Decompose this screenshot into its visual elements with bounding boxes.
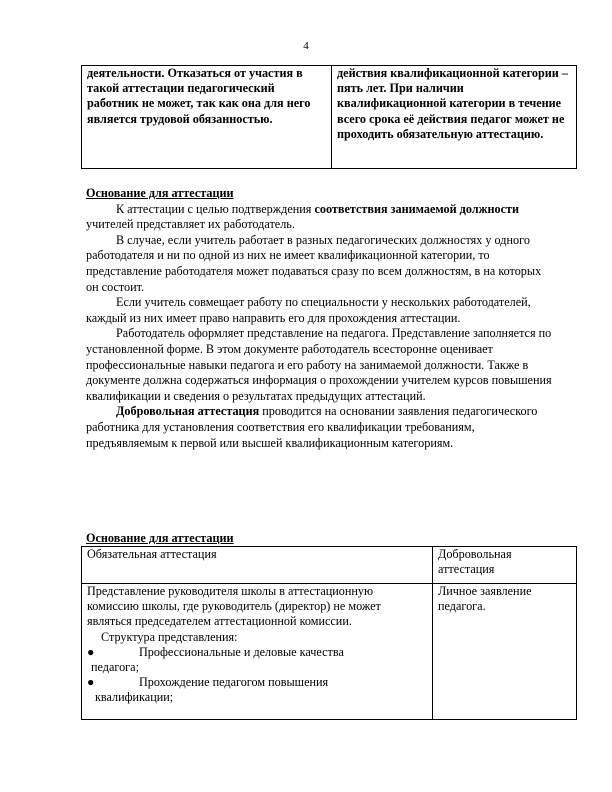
section-heading: Основание для аттестации bbox=[86, 186, 234, 200]
bullet-icon: ● bbox=[87, 644, 95, 659]
paragraph-5 bbox=[86, 404, 556, 451]
paragraph-1-bold: соответствия занимаемой должности bbox=[314, 201, 519, 216]
list-item-text: Профессиональные и деловые качества bbox=[139, 644, 344, 659]
top-table bbox=[81, 65, 577, 169]
paragraph-2: В случае, если учитель работает в разных педагогических должностях у одного работодателя и ни по одной из них не имеет квалификационной категории, то представление работодателя может подаваться сразу по всем должностям, в на которых он состоит. bbox=[86, 232, 542, 294]
main-text bbox=[86, 186, 556, 451]
paragraph-4: Работодатель оформляет представление на педагога. Представление заполняется по установленной форме. В этом документе работодатель всесторонне оценивает профессиональные навыки педагога и его работу на занимаемой должности. Также в документе должна содержаться информация о прохождении учителем курсов повышения квалификации и сведения о результатах предыдущих аттестаций. bbox=[86, 326, 552, 403]
paragraph-5-text: проводится на основании заявления педагогического работника для установления соответствия его квалификации требованиям, предъявляемым к первой или высшей квалификационным категориям. bbox=[86, 404, 538, 450]
paragraph-1-text-a: К аттестации с целью подтверждения bbox=[116, 201, 315, 216]
mandatory-cell bbox=[82, 584, 433, 720]
list-item-text: Прохождение педагогом повышения bbox=[139, 675, 329, 690]
voluntary-cell: Личное заявление педагога. bbox=[433, 584, 577, 720]
list-item-continuation: педагога; bbox=[91, 660, 139, 675]
mandatory-text: Представление руководителя школы в аттестационную комиссию школы, где руководитель (директор) не может являться председателем аттестационной комиссии. bbox=[87, 584, 381, 629]
header-voluntary: Добровольная аттестация bbox=[433, 547, 577, 584]
paragraph-1-text-b: учителей представляет их работодатель. bbox=[86, 217, 295, 232]
page-number: 4 bbox=[303, 40, 309, 52]
list-item bbox=[87, 675, 427, 690]
attestation-table bbox=[81, 546, 577, 720]
paragraph-1 bbox=[86, 202, 556, 233]
top-table-right-cell: действия квалификационной категории – пять лет. При наличии квалификационной категории в течение всего срока её действия педагог может не проходить обязательную аттестацию. bbox=[332, 66, 577, 169]
paragraph-3: Если учитель совмещает работу по специальности у нескольких работодателей, каждый из них имеет право направить его для прохождения аттестации. bbox=[86, 295, 531, 325]
bullet-icon: ● bbox=[87, 675, 95, 690]
list-item-continuation: квалификации; bbox=[95, 690, 174, 705]
top-table-left-cell: деятельности. Отказаться от участия в такой аттестации педагогический работник не может, так как она для него является трудовой обязанностью. bbox=[82, 66, 332, 169]
list-item bbox=[87, 645, 427, 660]
structure-label: Структура представления: bbox=[101, 629, 238, 644]
table-title: Основание для аттестации bbox=[86, 531, 234, 545]
header-mandatory: Обязательная аттестация bbox=[82, 547, 433, 584]
paragraph-5-bold: Добровольная аттестация bbox=[116, 404, 260, 419]
